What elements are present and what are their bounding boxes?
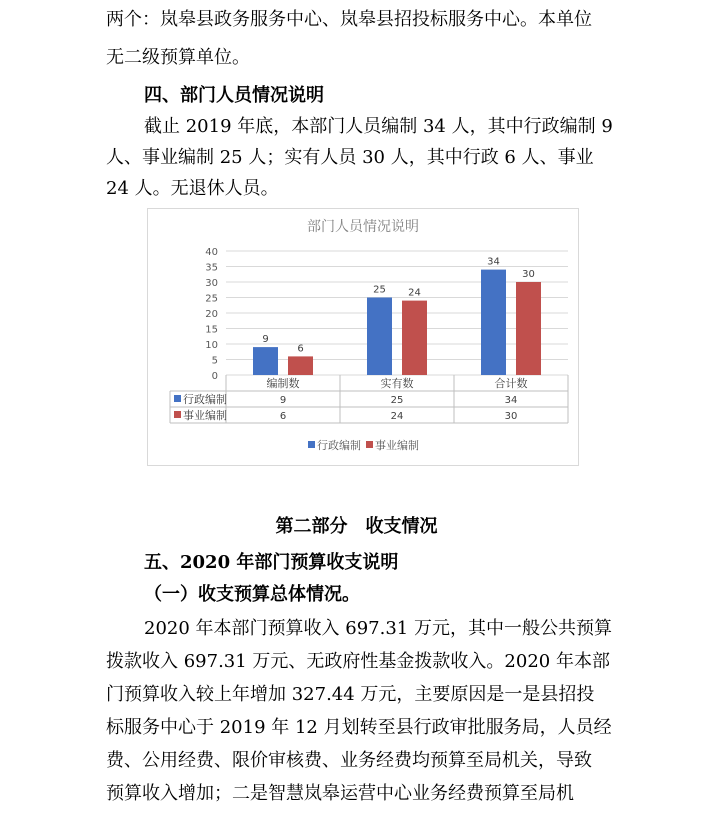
table-cell: 25	[390, 395, 404, 406]
y-tick-label: 5	[211, 355, 218, 367]
chart-svg	[148, 209, 578, 465]
bar	[516, 282, 541, 375]
subsection-heading: （一）收支预算总体情况。	[144, 584, 360, 605]
table-legend-key	[174, 411, 181, 418]
bar	[253, 347, 278, 375]
data-label: 9	[262, 334, 269, 346]
y-tick-label: 15	[205, 324, 218, 336]
bar	[288, 356, 313, 375]
table-series-label: 事业编制	[183, 409, 227, 422]
paragraph-line: 人、事业编制 25 人；实有人员 30 人，其中行政 6 人、事业	[106, 147, 594, 168]
paragraph-line: 2020 年本部门预算收入 697.31 万元，其中一般公共预算	[144, 618, 612, 639]
bar	[402, 301, 427, 375]
y-tick-label: 35	[205, 262, 218, 274]
section-heading: 五、2020 年部门预算收支说明	[144, 552, 399, 573]
table-cell: 34	[504, 395, 518, 406]
table-cell: 30	[504, 411, 518, 422]
paragraph-line: 截止 2019 年底，本部门人员编制 34 人，其中行政编制 9	[144, 116, 613, 137]
table-cell: 9	[279, 395, 287, 406]
paragraph-line: 无二级预算单位。	[106, 47, 250, 68]
y-tick-label: 20	[205, 309, 218, 320]
data-label: 24	[408, 287, 421, 299]
y-tick-label: 30	[205, 278, 218, 289]
legend-label: 行政编制	[317, 439, 361, 452]
table-cell: 24	[390, 411, 404, 422]
data-label: 6	[297, 343, 304, 355]
chart-title: 部门人员情况说明	[307, 219, 419, 235]
paragraph-line: 标服务中心于 2019 年 12 月划转至县行政审批服务局，人员经	[106, 717, 612, 738]
table-legend-key	[174, 395, 181, 402]
paragraph-line: 两个：岚皋县政务服务中心、岚皋县招投标服务中心。本单位	[106, 9, 592, 30]
category-label: 实有数	[380, 377, 414, 390]
paragraph-line: 24 人。无退休人员。	[106, 178, 279, 199]
part-heading: 第二部分 收支情况	[275, 516, 438, 537]
data-label: 25	[373, 284, 386, 296]
y-tick-label: 40	[205, 247, 218, 258]
bar	[481, 270, 506, 375]
y-tick-label: 25	[205, 293, 218, 305]
category-label: 编制数	[266, 377, 300, 390]
bar	[367, 298, 392, 376]
y-tick-label: 0	[211, 371, 218, 382]
data-label: 30	[522, 269, 535, 280]
section-heading: 四、部门人员情况说明	[144, 85, 324, 106]
legend-key	[366, 441, 373, 448]
staff-chart	[147, 208, 579, 466]
table-series-label: 行政编制	[183, 393, 227, 406]
legend-key	[308, 441, 315, 448]
table-cell: 6	[279, 411, 287, 422]
y-tick-label: 10	[205, 340, 218, 351]
category-label: 合计数	[494, 377, 528, 390]
paragraph-line: 费、公用经费、限价审核费、业务经费均预算至局机关，导致	[106, 750, 592, 771]
legend-label: 事业编制	[375, 439, 419, 452]
paragraph-line: 拨款收入 697.31 万元、无政府性基金拨款收入。2020 年本部	[106, 651, 610, 672]
paragraph-line: 预算收入增加；二是智慧岚皋运营中心业务经费预算至局机	[106, 783, 574, 804]
data-label: 34	[487, 256, 500, 268]
paragraph-line: 门预算收入较上年增加 327.44 万元，主要原因是一是县招投	[106, 684, 595, 705]
